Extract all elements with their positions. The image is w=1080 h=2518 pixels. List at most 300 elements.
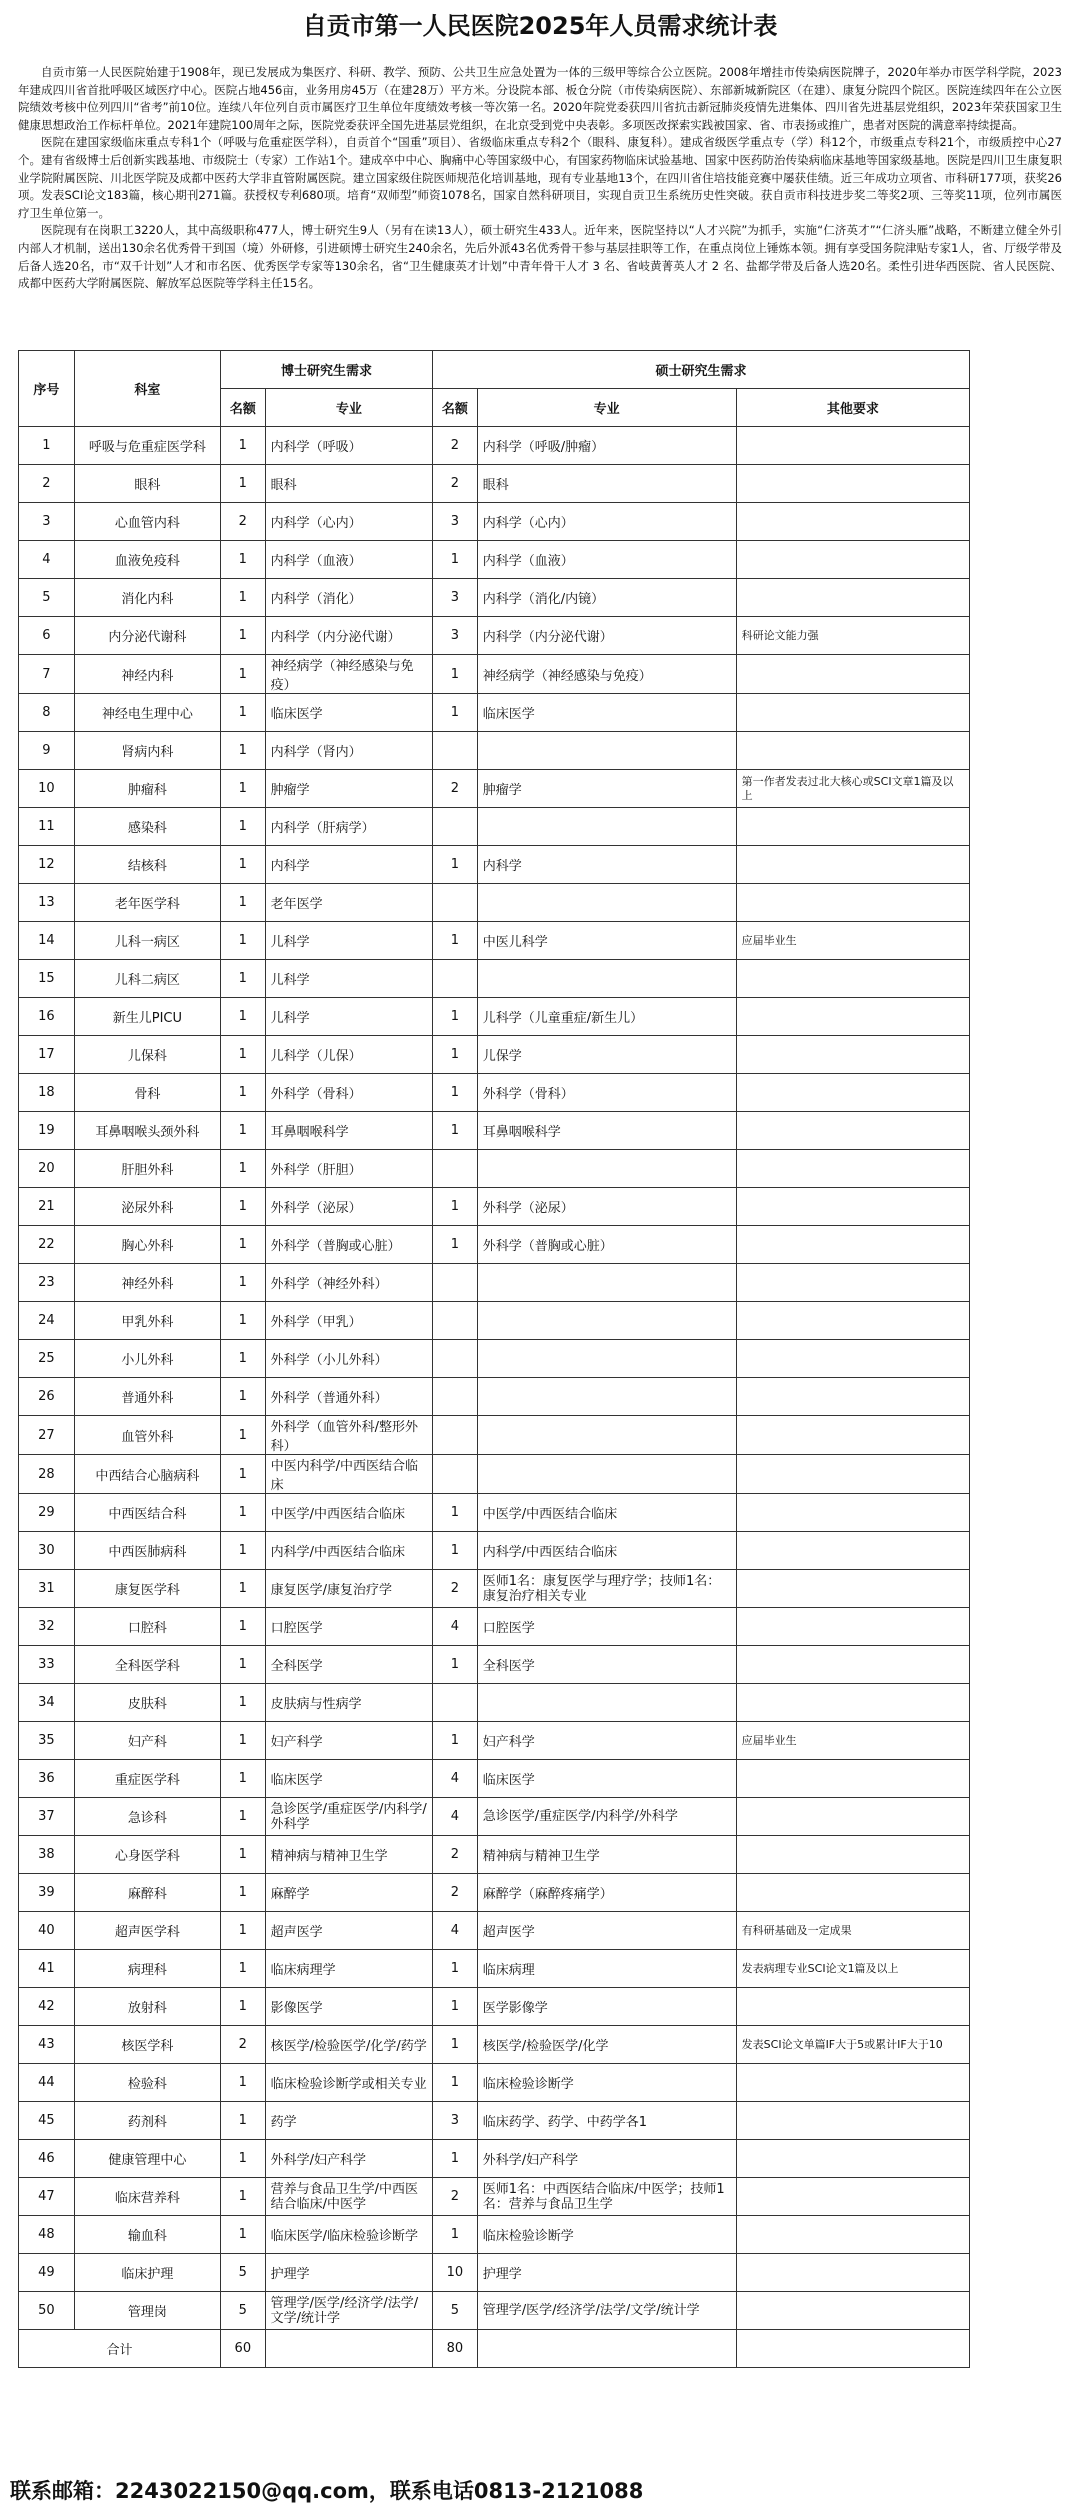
row-dept: 结核科 [74,846,220,884]
row-index: 32 [19,1608,75,1646]
row-ms-major [477,1264,736,1302]
row-ms-major: 神经病学（神经感染与免疫） [477,655,736,694]
row-other [736,1494,969,1532]
row-phd-major: 外科学（普胸或心脏） [265,1226,432,1264]
table-row [19,1950,970,1988]
row-ms-quota: 2 [433,770,478,808]
row-ms-quota: 1 [433,1112,478,1150]
row-dept: 儿科一病区 [74,922,220,960]
row-ms-major: 护理学 [477,2254,736,2292]
row-index: 35 [19,1722,75,1760]
row-phd-quota: 1 [221,2140,266,2178]
row-ms-quota: 4 [433,1912,478,1950]
row-ms-quota: 1 [433,1226,478,1264]
row-ms-quota: 2 [433,1570,478,1608]
row-index: 47 [19,2178,75,2216]
row-ms-major [477,960,736,998]
row-phd-major: 眼科 [265,465,432,503]
row-phd-major: 精神病与精神卫生学 [265,1836,432,1874]
row-other [736,1608,969,1646]
table-row [19,1112,970,1150]
row-index: 4 [19,541,75,579]
row-phd-quota: 1 [221,998,266,1036]
row-dept: 骨科 [74,1074,220,1112]
row-ms-quota: 1 [433,2064,478,2102]
requirements-table [18,350,970,2368]
row-ms-quota: 1 [433,541,478,579]
row-dept: 心血管内科 [74,503,220,541]
row-dept: 儿保科 [74,1036,220,1074]
row-other [736,1760,969,1798]
table-row [19,2178,970,2216]
table-row [19,922,970,960]
row-phd-quota: 1 [221,846,266,884]
row-index: 46 [19,2140,75,2178]
row-index: 26 [19,1378,75,1416]
row-other [736,1570,969,1608]
row-phd-major: 内科学/中西医结合临床 [265,1532,432,1570]
row-dept: 肾病内科 [74,732,220,770]
row-index: 45 [19,2102,75,2140]
row-index: 37 [19,1798,75,1836]
row-index: 17 [19,1036,75,1074]
row-ms-major: 外科学（骨科） [477,1074,736,1112]
header-ms-quota: 名额 [433,389,478,427]
row-ms-quota [433,1378,478,1416]
row-ms-major: 外科学（普胸或心脏） [477,1226,736,1264]
row-ms-quota: 4 [433,1798,478,1836]
table-row [19,808,970,846]
row-ms-quota: 3 [433,2102,478,2140]
row-phd-quota: 1 [221,808,266,846]
row-index: 1 [19,427,75,465]
table-row [19,1302,970,1340]
row-ms-quota: 3 [433,503,478,541]
row-ms-quota: 2 [433,2178,478,2216]
row-phd-quota: 1 [221,1226,266,1264]
table-row [19,1570,970,1608]
row-ms-major: 内科学（消化/内镜） [477,579,736,617]
row-ms-major: 医师1名：中西医结合临床/中医学；技师1名：营养与食品卫生学 [477,2178,736,2216]
table-row [19,2026,970,2064]
row-dept: 神经电生理中心 [74,694,220,732]
row-ms-quota: 1 [433,1722,478,1760]
row-other: 第一作者发表过北大核心或SCI文章1篇及以上 [736,770,969,808]
row-phd-quota: 1 [221,1722,266,1760]
row-index: 39 [19,1874,75,1912]
row-ms-major: 中医儿科学 [477,922,736,960]
row-index: 19 [19,1112,75,1150]
row-index: 42 [19,1988,75,2026]
row-phd-quota: 1 [221,1378,266,1416]
row-index: 20 [19,1150,75,1188]
row-dept: 神经内科 [74,655,220,694]
row-phd-major: 耳鼻咽喉科学 [265,1112,432,1150]
row-ms-major: 核医学/检验医学/化学 [477,2026,736,2064]
row-phd-quota: 1 [221,1494,266,1532]
row-dept: 眼科 [74,465,220,503]
row-index: 11 [19,808,75,846]
table-row [19,1455,970,1494]
row-other [736,1074,969,1112]
row-phd-quota: 1 [221,1646,266,1684]
row-dept: 肝胆外科 [74,1150,220,1188]
table-row [19,579,970,617]
row-phd-quota: 1 [221,694,266,732]
row-ms-major [477,732,736,770]
row-phd-quota: 1 [221,1150,266,1188]
row-phd-quota: 1 [221,1532,266,1570]
row-ms-quota: 1 [433,922,478,960]
row-dept: 耳鼻咽喉头颈外科 [74,1112,220,1150]
table-row [19,2140,970,2178]
row-phd-major: 外科学/妇产科学 [265,2140,432,2178]
row-phd-major: 中医内科学/中西医结合临床 [265,1455,432,1494]
row-ms-major [477,1684,736,1722]
row-phd-quota: 1 [221,2216,266,2254]
row-phd-major: 内科学（消化） [265,579,432,617]
row-dept: 肿瘤科 [74,770,220,808]
row-ms-major: 临床病理 [477,1950,736,1988]
row-dept: 消化内科 [74,579,220,617]
table-row [19,1494,970,1532]
row-other [736,1150,969,1188]
row-phd-major: 内科学（呼吸） [265,427,432,465]
intro-paragraph-1: 自贡市第一人民医院始建于1908年，现已发展成为集医疗、科研、教学、预防、公共卫生应急处置为一体的三级甲等综合公立医院。2008年增挂市传染病医院牌子，2020年举办市医学科学院，2023年建成四川省首批呼吸区域医疗中心。医院占地456亩，业务用房45万（在建28万）平方米。分设院本部、板仓分院（市传染病医院）、东部新城新院区（在建）、康复分院四个院区。医院连续四年在公立医院绩效考核中位列四川“省考”前10位。连续八年位列自贡市属医疗卫生单位年度绩效考核一等次第一名。2020年院党委获四川省抗击新冠肺炎疫情先进集体、四川省先进基层党组织，2023年荣获国家卫生健康思想政治工作标杆单位。2021年建院100周年之际，医院党委获评全国先进基层党组织，在北京受到党中央表彰。多项医改探索实践被国家、省、市表扬或推广，患者对医院的满意率持续提高。 [18,65,1062,132]
row-ms-quota [433,1302,478,1340]
row-other [736,1455,969,1494]
table-row [19,1532,970,1570]
row-other [736,503,969,541]
table-row [19,1988,970,2026]
row-dept: 中西医肺病科 [74,1532,220,1570]
row-dept: 心身医学科 [74,1836,220,1874]
row-other [736,2292,969,2330]
row-phd-quota: 1 [221,1036,266,1074]
table-row [19,1074,970,1112]
row-phd-major: 超声医学 [265,1912,432,1950]
row-ms-major: 儿科学（儿童重症/新生儿） [477,998,736,1036]
row-ms-major: 妇产科学 [477,1722,736,1760]
table-row [19,732,970,770]
row-dept: 超声医学科 [74,1912,220,1950]
row-other [736,846,969,884]
row-index: 33 [19,1646,75,1684]
row-phd-quota: 1 [221,1836,266,1874]
row-ms-quota: 1 [433,998,478,1036]
row-ms-quota [433,1416,478,1455]
row-index: 15 [19,960,75,998]
row-phd-major: 肿瘤学 [265,770,432,808]
row-ms-major: 内科学 [477,846,736,884]
row-index: 28 [19,1455,75,1494]
row-phd-major: 儿科学 [265,998,432,1036]
row-dept: 健康管理中心 [74,2140,220,2178]
table-row [19,617,970,655]
row-phd-quota: 2 [221,2026,266,2064]
row-dept: 呼吸与危重症医学科 [74,427,220,465]
row-other: 发表病理专业SCI论文1篇及以上 [736,1950,969,1988]
row-other [736,694,969,732]
row-dept: 小儿外科 [74,1340,220,1378]
row-index: 24 [19,1302,75,1340]
table-row [19,998,970,1036]
table-row [19,884,970,922]
row-ms-major: 外科学/妇产科学 [477,2140,736,2178]
row-index: 30 [19,1532,75,1570]
row-phd-quota: 1 [221,1950,266,1988]
table-row [19,1836,970,1874]
row-ms-major: 内科学（心内） [477,503,736,541]
row-ms-quota: 2 [433,427,478,465]
row-ms-major [477,1416,736,1455]
table-row [19,1684,970,1722]
row-dept: 中西结合心脑病科 [74,1455,220,1494]
row-ms-quota: 3 [433,617,478,655]
row-phd-quota: 5 [221,2292,266,2330]
row-phd-major: 临床检验诊断学或相关专业 [265,2064,432,2102]
row-index: 23 [19,1264,75,1302]
row-phd-major: 老年医学 [265,884,432,922]
row-index: 16 [19,998,75,1036]
row-dept: 临床营养科 [74,2178,220,2216]
row-ms-quota: 1 [433,2216,478,2254]
row-dept: 甲乳外科 [74,1302,220,1340]
row-other [736,1416,969,1455]
row-ms-major [477,1340,736,1378]
row-ms-quota: 1 [433,846,478,884]
row-phd-major: 神经病学（神经感染与免疫） [265,655,432,694]
row-other [736,1874,969,1912]
row-ms-quota [433,884,478,922]
row-phd-quota: 1 [221,541,266,579]
row-dept: 全科医学科 [74,1646,220,1684]
row-phd-major: 内科学 [265,846,432,884]
row-phd-major: 外科学（肝胆） [265,1150,432,1188]
row-phd-quota: 1 [221,1684,266,1722]
row-ms-quota: 1 [433,2140,478,2178]
table-row [19,1874,970,1912]
row-phd-quota: 1 [221,960,266,998]
row-phd-quota: 1 [221,884,266,922]
row-index: 14 [19,922,75,960]
row-dept: 临床护理 [74,2254,220,2292]
row-phd-major: 外科学（小儿外科） [265,1340,432,1378]
row-other: 科研论文能力强 [736,617,969,655]
row-phd-quota: 1 [221,1264,266,1302]
row-index: 31 [19,1570,75,1608]
row-dept: 新生儿PICU [74,998,220,1036]
row-other [736,2140,969,2178]
table-row [19,1912,970,1950]
row-ms-quota [433,1455,478,1494]
table-row [19,427,970,465]
row-dept: 普通外科 [74,1378,220,1416]
total-phd: 60 [221,2330,266,2368]
row-ms-quota: 1 [433,1494,478,1532]
row-other [736,2064,969,2102]
row-phd-major: 儿科学（儿保） [265,1036,432,1074]
row-dept: 儿科二病区 [74,960,220,998]
row-ms-quota: 3 [433,579,478,617]
row-phd-major: 药学 [265,2102,432,2140]
row-ms-major [477,1302,736,1340]
row-ms-quota: 1 [433,655,478,694]
row-index: 2 [19,465,75,503]
row-ms-quota [433,808,478,846]
row-other [736,2102,969,2140]
row-dept: 检验科 [74,2064,220,2102]
header-phd-quota: 名额 [221,389,266,427]
row-index: 8 [19,694,75,732]
row-phd-major: 皮肤病与性病学 [265,1684,432,1722]
table-row [19,1264,970,1302]
row-phd-quota: 1 [221,1455,266,1494]
row-phd-major: 护理学 [265,2254,432,2292]
table-row [19,465,970,503]
row-ms-major: 临床检验诊断学 [477,2064,736,2102]
table-row [19,1188,970,1226]
row-ms-major: 内科学/中西医结合临床 [477,1532,736,1570]
row-index: 7 [19,655,75,694]
total-other [736,2330,969,2368]
row-phd-major: 内科学（肝病学） [265,808,432,846]
row-other: 发表SCI论文单篇IF大于5或累计IF大于10 [736,2026,969,2064]
header-other: 其他要求 [736,389,969,427]
row-index: 12 [19,846,75,884]
row-phd-major: 外科学（血管外科/整形外科） [265,1416,432,1455]
table-row [19,2102,970,2140]
row-ms-major: 临床医学 [477,694,736,732]
row-ms-quota [433,1264,478,1302]
row-other [736,541,969,579]
contact-footer: 联系邮箱：2243022150@qq.com，联系电话0813-2121088 [10,2479,644,2503]
row-ms-major: 口腔医学 [477,1608,736,1646]
row-other [736,465,969,503]
total-label: 合计 [19,2330,221,2368]
table-row [19,1798,970,1836]
total-ms-major [477,2330,736,2368]
row-phd-major: 儿科学 [265,960,432,998]
row-index: 9 [19,732,75,770]
row-phd-major: 急诊医学/重症医学/内科学/外科学 [265,1798,432,1836]
row-dept: 胸心外科 [74,1226,220,1264]
row-other [736,1226,969,1264]
row-index: 6 [19,617,75,655]
row-phd-major: 影像医学 [265,1988,432,2026]
row-dept: 皮肤科 [74,1684,220,1722]
row-ms-quota [433,1150,478,1188]
row-ms-quota: 4 [433,1608,478,1646]
row-phd-quota: 1 [221,1112,266,1150]
row-ms-quota [433,732,478,770]
row-phd-quota: 1 [221,1912,266,1950]
table-row [19,1226,970,1264]
row-phd-quota: 5 [221,2254,266,2292]
row-ms-major: 肿瘤学 [477,770,736,808]
row-phd-major: 外科学（甲乳） [265,1302,432,1340]
row-phd-quota: 1 [221,922,266,960]
table-row [19,1416,970,1455]
row-phd-quota: 1 [221,2102,266,2140]
row-ms-quota: 1 [433,694,478,732]
row-phd-major: 临床医学 [265,1760,432,1798]
row-ms-major: 医学影像学 [477,1988,736,2026]
row-other [736,960,969,998]
row-phd-major: 中医学/中西医结合临床 [265,1494,432,1532]
row-ms-major [477,884,736,922]
row-ms-major: 管理学/医学/经济学/法学/文学/统计学 [477,2292,736,2330]
row-phd-quota: 1 [221,655,266,694]
row-ms-major [477,1378,736,1416]
row-dept: 泌尿外科 [74,1188,220,1226]
header-ms-major: 专业 [477,389,736,427]
row-phd-major: 外科学（普通外科） [265,1378,432,1416]
row-dept: 麻醉科 [74,1874,220,1912]
header-dept: 科室 [74,351,220,427]
row-index: 44 [19,2064,75,2102]
row-phd-quota: 1 [221,1798,266,1836]
row-phd-major: 麻醉学 [265,1874,432,1912]
row-ms-quota: 1 [433,1074,478,1112]
row-phd-major: 康复医学/康复治疗学 [265,1570,432,1608]
table-row [19,2216,970,2254]
row-phd-quota: 1 [221,617,266,655]
row-ms-major [477,1455,736,1494]
row-phd-major: 外科学（泌尿） [265,1188,432,1226]
row-index: 34 [19,1684,75,1722]
row-ms-major: 超声医学 [477,1912,736,1950]
row-dept: 血液免疫科 [74,541,220,579]
row-phd-quota: 1 [221,1074,266,1112]
table-row [19,1036,970,1074]
row-ms-quota: 1 [433,1988,478,2026]
row-index: 29 [19,1494,75,1532]
row-phd-major: 妇产科学 [265,1722,432,1760]
row-other [736,1378,969,1416]
table-row [19,2254,970,2292]
header-phd-major: 专业 [265,389,432,427]
row-phd-quota: 1 [221,1570,266,1608]
row-other [736,1188,969,1226]
row-index: 27 [19,1416,75,1455]
row-dept: 神经外科 [74,1264,220,1302]
row-other [736,1798,969,1836]
row-phd-quota: 1 [221,2064,266,2102]
row-phd-quota: 1 [221,465,266,503]
row-ms-major: 眼科 [477,465,736,503]
table-row [19,2064,970,2102]
row-other [736,1264,969,1302]
row-ms-quota [433,1340,478,1378]
row-other [736,427,969,465]
row-other [736,1988,969,2026]
row-ms-quota: 2 [433,1836,478,1874]
row-phd-quota: 1 [221,1188,266,1226]
row-dept: 康复医学科 [74,1570,220,1608]
row-dept: 内分泌代谢科 [74,617,220,655]
row-index: 41 [19,1950,75,1988]
row-phd-quota: 1 [221,579,266,617]
row-ms-quota: 2 [433,465,478,503]
row-index: 50 [19,2292,75,2330]
row-ms-major [477,1150,736,1188]
table-row [19,503,970,541]
row-other [736,2254,969,2292]
row-ms-quota: 4 [433,1760,478,1798]
row-other [736,1302,969,1340]
row-ms-quota: 1 [433,1646,478,1684]
